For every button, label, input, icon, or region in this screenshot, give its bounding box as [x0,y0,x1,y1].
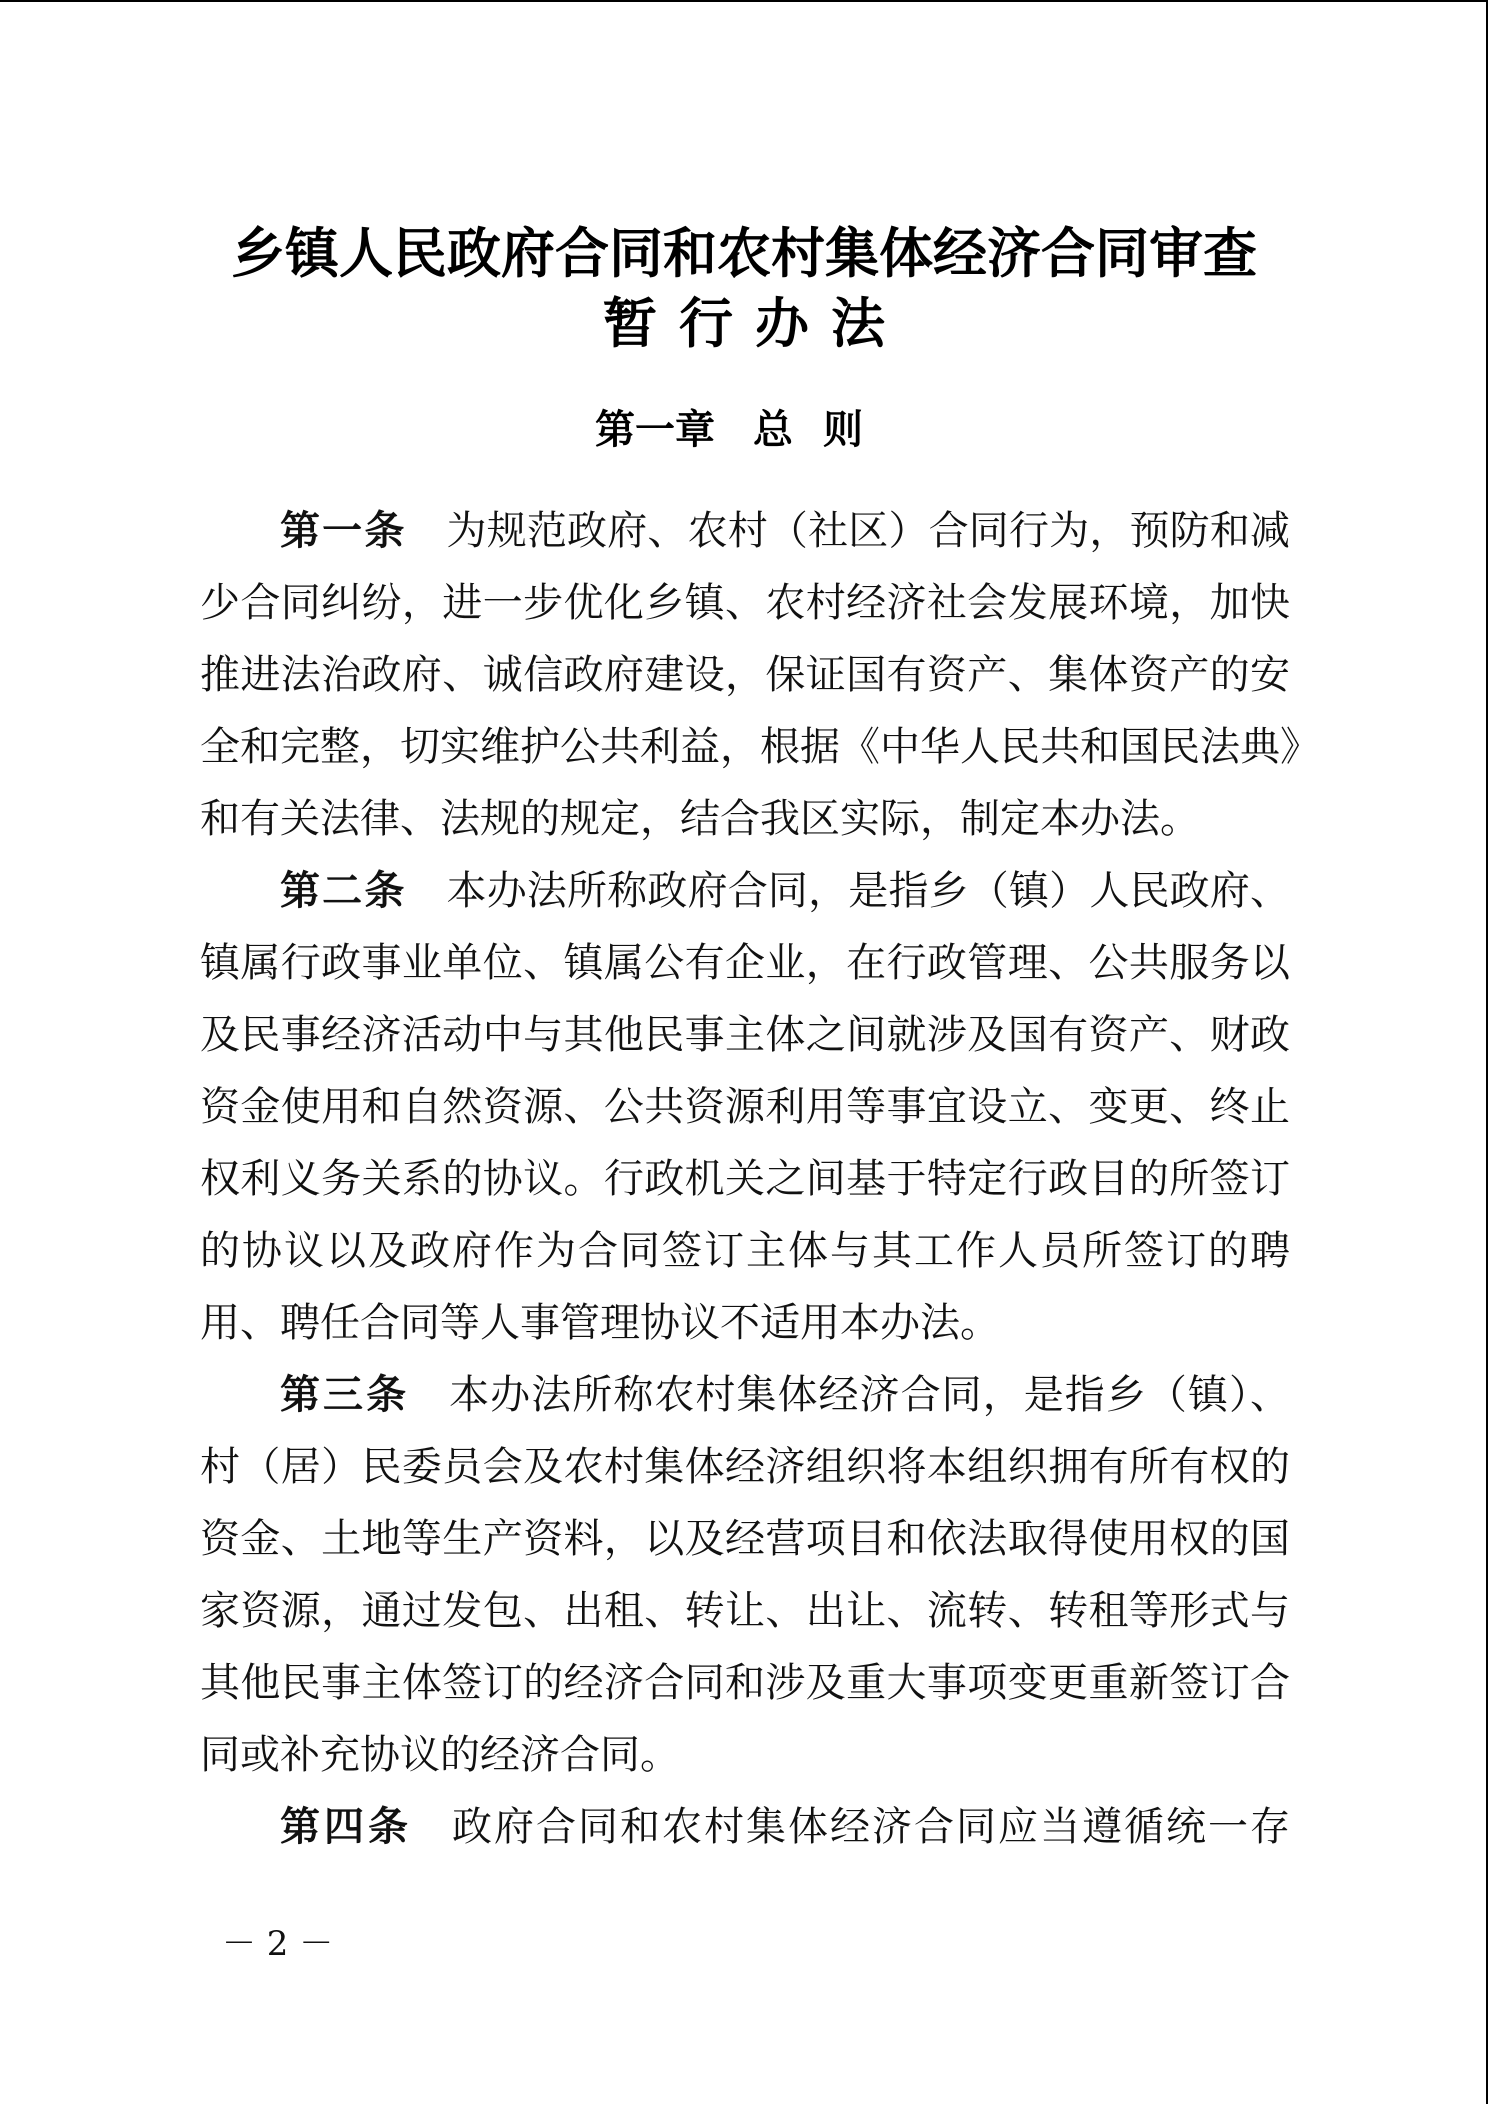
article-line [200,855,1290,927]
document-title-line-1: 乡镇人民政府合同和农村集体经济合同审查 [231,221,1257,285]
article-text: 本办法所称农村集体经济合同，是指乡（镇）、 [449,1372,1291,1418]
article-text: 的协议以及政府作为合同签订主体与其工作人员所签订的聘 [200,1228,1290,1274]
page-number: － 2 － [222,1924,334,1964]
article-line [200,495,1290,567]
article-text: 政府合同和农村集体经济合同应当遵循统一存 [452,1804,1290,1850]
article-text: 同或补充协议的经济合同。 [200,1732,680,1778]
document-body [200,495,1320,1863]
chapter-number: 第一章 [595,406,715,453]
article-line [200,783,1290,855]
article-text: 本办法所称政府合同，是指乡（镇）人民政府、 [446,868,1291,914]
chapter-name: 总则 [753,406,893,453]
article-text: 资金使用和自然资源、公共资源利用等事宜设立、变更、终止 [200,1084,1290,1130]
article-paragraph [200,1791,1290,1863]
document-title-line-2: 暂行办法 [603,291,907,355]
article-line [200,999,1290,1071]
article-text: 村（居）民委员会及农村集体经济组织将本组织拥有所有权的 [200,1444,1290,1490]
article-line [200,1719,1290,1791]
article-text: 少合同纠纷，进一步优化乡镇、农村经济社会发展环境，加快 [200,580,1290,626]
article-number: 第一条 [280,507,407,554]
article-text: 为规范政府、农村（社区）合同行为，预防和减 [446,508,1291,554]
article-text: 全和完整，切实维护公共利益，根据《中华人民共和国民法典》 [200,724,1320,770]
article-text: 镇属行政事业单位、镇属公有企业，在行政管理、公共服务以 [200,940,1290,986]
article-line [200,927,1290,999]
article-text: 推进法治政府、诚信政府建设，保证国有资产、集体资产的安 [200,652,1290,698]
article-paragraph [200,1359,1290,1791]
article-text: 及民事经济活动中与其他民事主体之间就涉及国有资产、财政 [200,1012,1290,1058]
article-text: 权利义务关系的协议。行政机关之间基于特定行政目的所签订 [200,1156,1290,1202]
article-text: 用、聘任合同等人事管理协议不适用本办法。 [200,1300,1000,1346]
article-text: 其他民事主体签订的经济合同和涉及重大事项变更重新签订合 [200,1660,1290,1706]
article-text: 家资源，通过发包、出租、转让、出让、流转、转租等形式与 [200,1588,1290,1634]
article-text: 和有关法律、法规的规定，结合我区实际，制定本办法。 [200,796,1200,842]
article-line [200,1143,1290,1215]
article-line [200,1287,1290,1359]
article-line [200,1071,1290,1143]
chapter-heading [0,400,1488,460]
article-line [200,1215,1290,1287]
article-line [200,711,1320,783]
article-line [200,1575,1290,1647]
article-line [200,1647,1290,1719]
article-line [200,639,1290,711]
article-line [200,567,1290,639]
article-text: 资金、土地等生产资料，以及经营项目和依法取得使用权的国 [200,1516,1290,1562]
article-number: 第三条 [280,1371,410,1418]
article-line [200,1431,1290,1503]
article-line [200,1791,1290,1863]
article-paragraph [200,495,1320,855]
article-paragraph [200,855,1290,1359]
article-number: 第二条 [280,867,407,914]
article-number: 第四条 [280,1803,412,1850]
article-line [200,1359,1290,1431]
article-line [200,1503,1290,1575]
